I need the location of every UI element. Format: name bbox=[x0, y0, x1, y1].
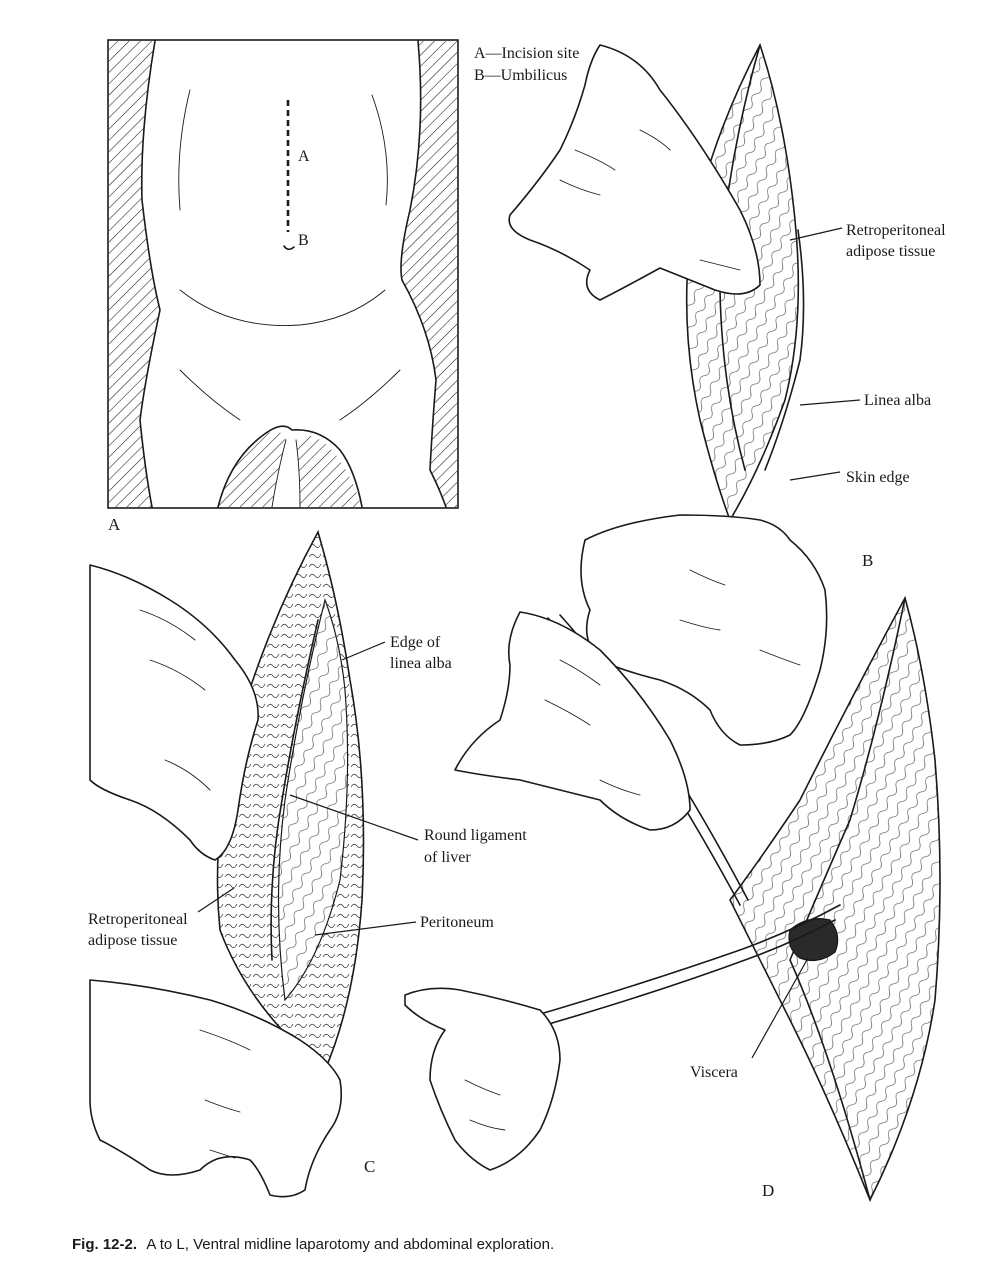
legend-line-b: B—Umbilicus bbox=[474, 67, 568, 84]
panel-d-lower-hand bbox=[405, 988, 560, 1170]
incision-marker-a: A bbox=[298, 148, 310, 165]
label-c-edge-2: linea alba bbox=[390, 655, 452, 672]
label-b-retro-1: Retroperitoneal bbox=[846, 222, 946, 239]
label-b-skin-edge: Skin edge bbox=[846, 469, 910, 486]
label-c-retro-1: Retroperitoneal bbox=[88, 911, 188, 928]
legend-line-a: A—Incision site bbox=[474, 45, 580, 62]
figure-number: Fig. 12-2. bbox=[72, 1236, 138, 1253]
panel-b-letter: B bbox=[862, 551, 874, 570]
leader-b-linea bbox=[800, 400, 860, 405]
umbilicus-marker-b: B bbox=[298, 232, 309, 249]
label-d-viscera: Viscera bbox=[690, 1064, 738, 1081]
label-b-linea-alba: Linea alba bbox=[864, 392, 932, 409]
label-b-retro-2: adipose tissue bbox=[846, 243, 936, 260]
legend bbox=[474, 45, 579, 84]
panel-c-letter: C bbox=[364, 1157, 376, 1176]
label-c-peritoneum: Peritoneum bbox=[420, 914, 494, 931]
panel-d-letter: D bbox=[762, 1181, 775, 1200]
figure-caption bbox=[72, 1236, 972, 1253]
label-c-retro-2: adipose tissue bbox=[88, 932, 178, 949]
leader-b-skin bbox=[790, 472, 840, 480]
panel-c-upper-hand bbox=[90, 565, 258, 860]
label-c-edge-1: Edge of bbox=[390, 634, 441, 651]
caption-text: A to L, Ventral midline laparotomy and abdominal exploration. bbox=[146, 1236, 555, 1253]
leader-c-edge bbox=[342, 642, 385, 660]
panel-d bbox=[405, 598, 940, 1200]
label-c-round-2: of liver bbox=[424, 849, 471, 866]
label-c-round-1: Round ligament bbox=[424, 827, 527, 844]
panel-a-letter: A bbox=[108, 515, 121, 534]
panel-a bbox=[108, 40, 458, 534]
